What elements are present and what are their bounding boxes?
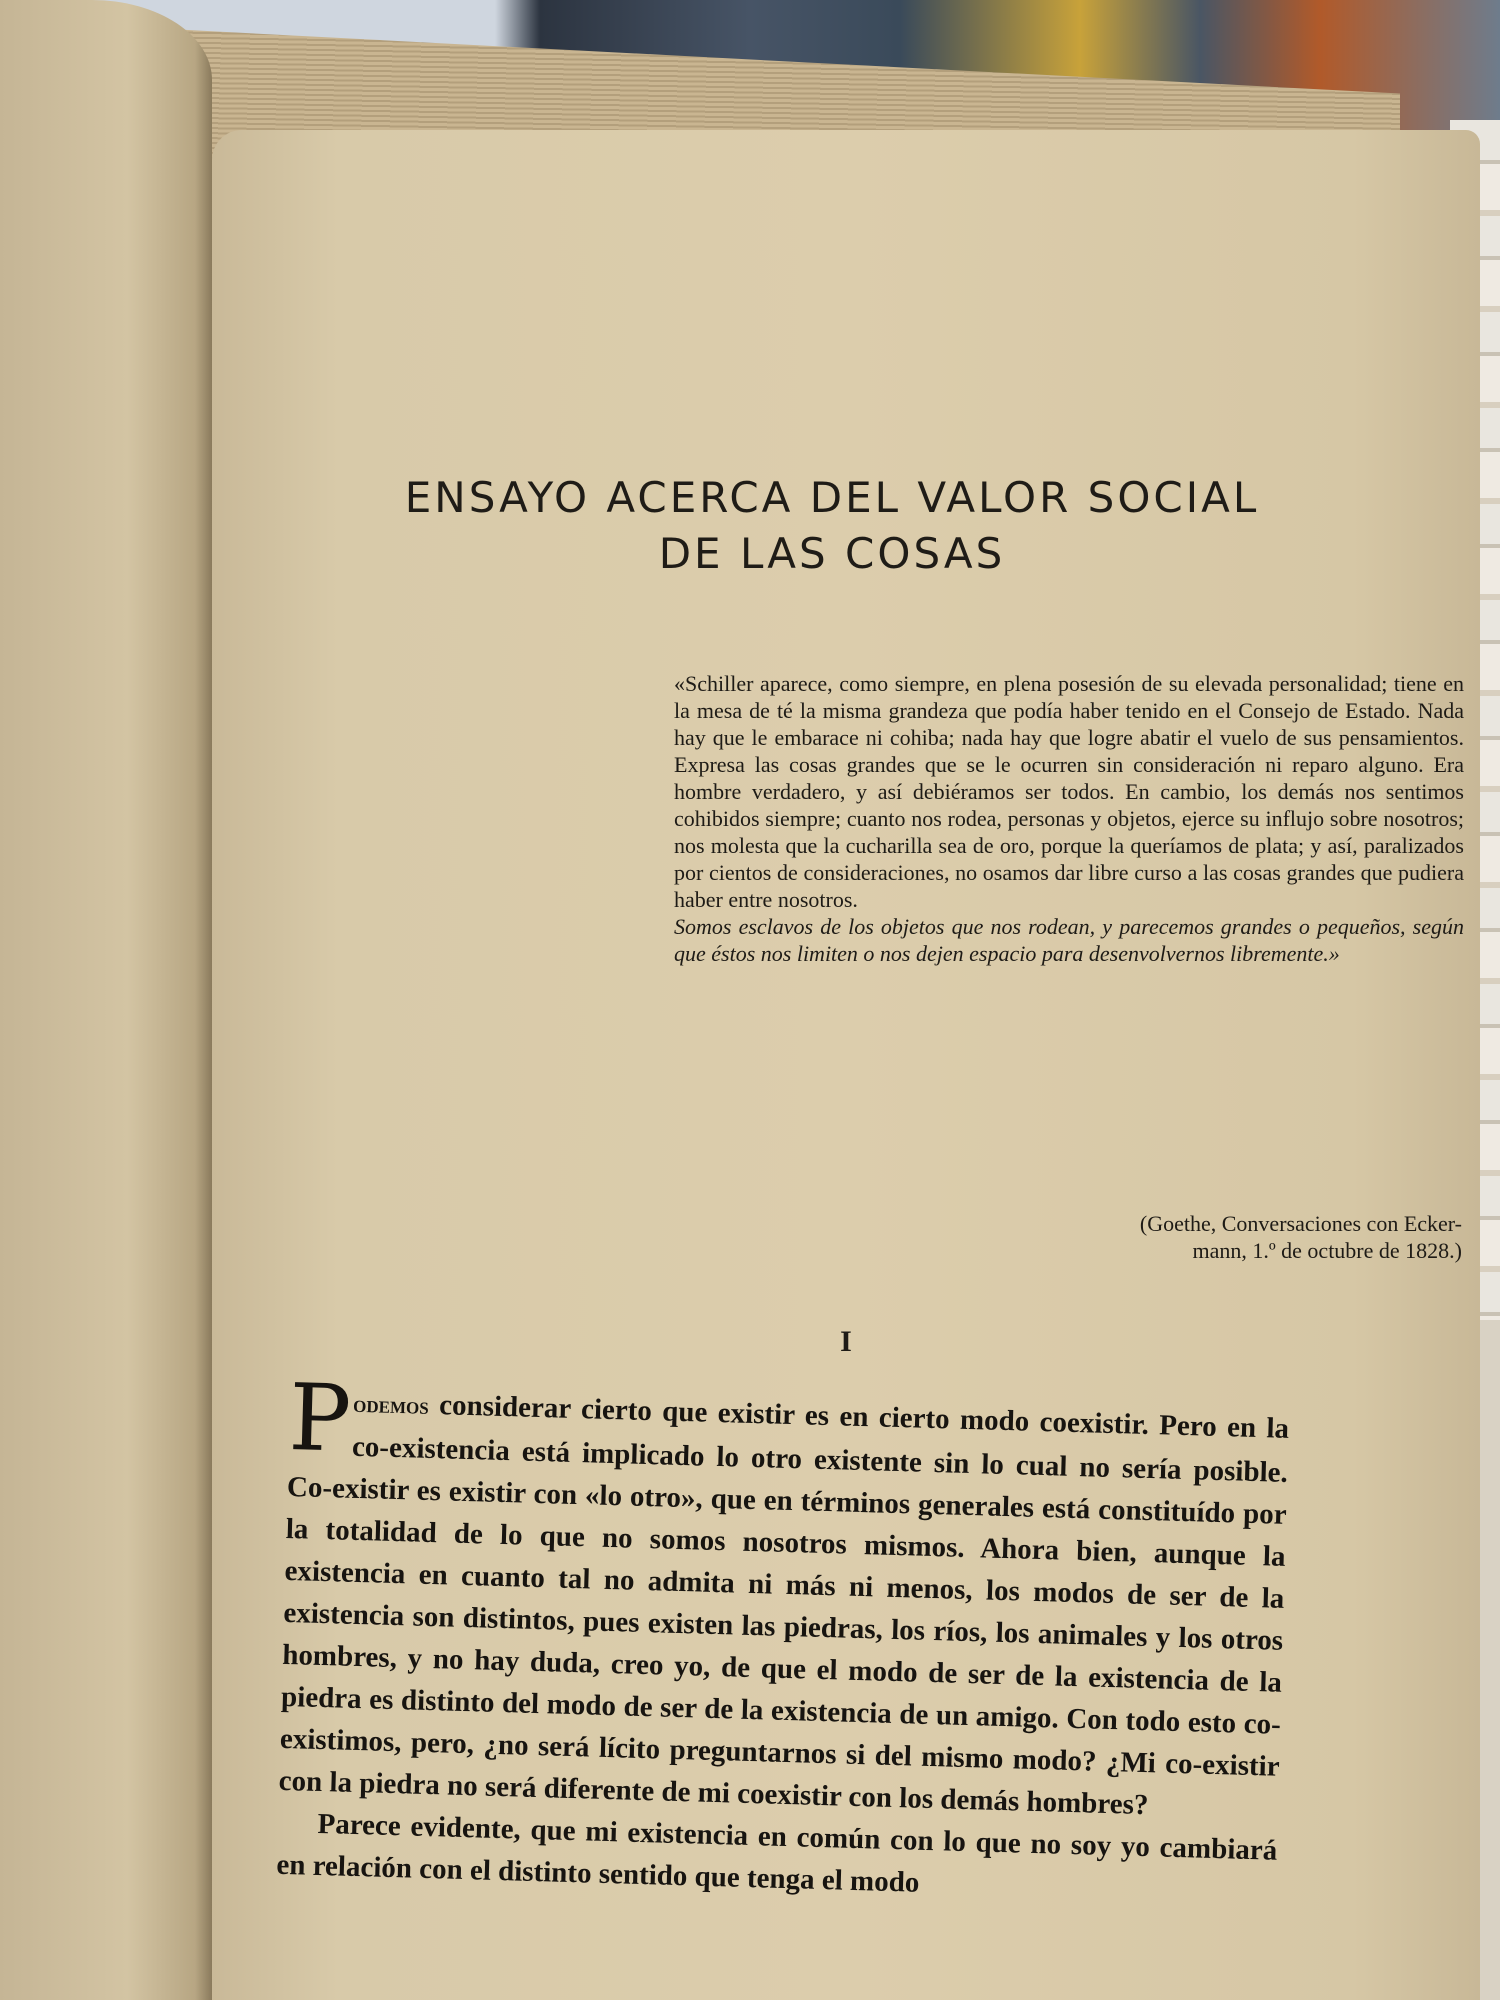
book-page	[212, 130, 1480, 2000]
paragraph-1: considerar cierto que existir es en cierto modo coexistir. Pero en la co-existencia está implicado lo otro existente sin lo cual no sería posible. Co-existir es existir con «lo otro», que en términos generales está constituído por la totalidad de lo que no somos nosotros mismos. Ahora bien, aunque la existencia en cuanto tal no admita ni más ni menos, los modos de ser de la existencia son distintos, pues existen las piedras, los ríos, los animales y los otros hombres, y no hay duda, creo yo, de que el modo de ser de la existencia de la piedra es distinto del modo de ser de la existencia de un amigo. Con todo esto co-existimos, pero, ¿no será lícito preguntarnos si del mismo modo? ¿Mi co-existir con la piedra no será diferente de mi coexistir con los demás hombres?	[278, 1388, 1290, 1822]
left-page	[0, 0, 212, 2000]
epigraph-italic-text: Somos esclavos de los objetos que nos rodean, y parecemos grandes o pequeños, según que éstos nos limiten o nos dejen espacio para desenvolvernos libremente.»	[674, 914, 1464, 966]
paragraph-2: Parece evidente, que mi existencia en común con lo que no soy yo cambiará en relación con el distinto sentido que tenga el modo	[276, 1807, 1278, 1899]
attribution-line1: (Goethe, Conversaciones con Ecker-	[1139, 1211, 1462, 1236]
section-number: I	[840, 1325, 852, 1358]
chapter-title-line1: ENSAYO ACERCA DEL VALOR SOCIAL	[404, 473, 1260, 522]
epigraph-attribution	[812, 1210, 1462, 1264]
body-text	[276, 1364, 1290, 1914]
chapter-title	[332, 470, 1332, 582]
first-word: odemos	[352, 1391, 430, 1420]
epigraph-text: «Schiller aparece, como siempre, en plena posesión de su elevada personalidad; tiene en la mesa de té la misma grandeza que podía haber tenido en el Consejo de Estado. Nada hay que le embarace ni cohiba; nada hay que logre abatir el vuelo de sus pensamientos. Expresa las cosas grandes que se le ocurren sin consideración ni reparo alguno. Era hombre verdadero, y así debiéramos ser todos. En cambio, los demás nos sentimos cohibidos siempre; cuanto nos rodea, personas y objetos, ejerce su influjo sobre nosotros; nos molesta que la cucharilla sea de oro, porque la queríamos de plata; y así, paralizados por cientos de consideraciones, no osamos dar libre curso a las cosas grandes que pudiera haber entre nosotros.	[674, 671, 1464, 912]
attribution-line2: mann, 1.º de octubre de 1828.)	[1192, 1238, 1462, 1263]
epigraph	[674, 670, 1464, 967]
drop-cap: P	[287, 1364, 353, 1473]
chapter-title-line2: DE LAS COSAS	[658, 529, 1006, 578]
